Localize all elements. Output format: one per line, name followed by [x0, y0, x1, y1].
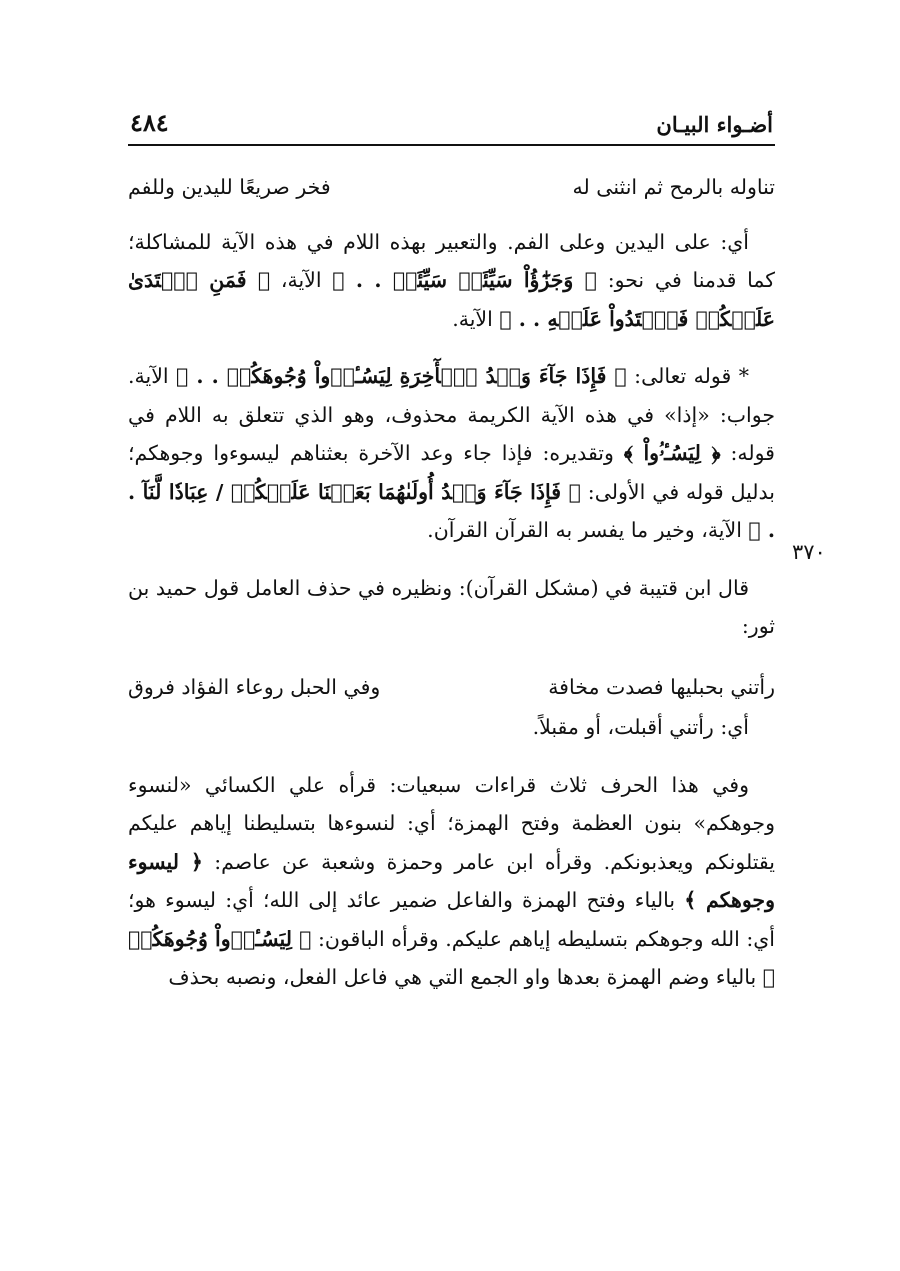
paragraph-1-text-c: الآية. — [452, 306, 500, 331]
verse-1-right-hemistich: تناوله بالرمح ثم انثنى له — [572, 175, 775, 199]
quran-quote-7: ﴿ لِيَسُـٔۥُواْ وُجُوهَكُمۡ ﴾ — [128, 926, 775, 989]
paragraph-3: قال ابن قتيبة في (مشكل القرآن): ونظيره في حذف العامل قول حميد بن ثور: — [128, 575, 775, 638]
page — [128, 100, 775, 997]
quran-quote-6: ﴿ ليسوء وجوهكم ﴾ — [128, 849, 775, 912]
paragraph-4: أي: رأتني أقبلت، أو مقبلاً. — [532, 715, 749, 739]
quran-quote-5: ﴿ فَإِذَا جَآءَ وَعۡدُ أُولَىٰهُمَا بَعَثۡنَا عَلَيۡكُمۡ / عِبَادٗا لَّنَآ . . ﴾ — [128, 479, 775, 542]
quran-quote-3: ﴿ فَإِذَا جَآءَ وَعۡدُ ٱلۡأٓخِرَةِ لِيَسُـٔۥُواْ وُجُوهَكُمۡ . . ﴾ — [176, 364, 627, 388]
page-header — [128, 100, 775, 146]
page-body — [128, 168, 775, 997]
paragraph-2-text-a: * قوله تعالى: — [626, 364, 749, 388]
paragraph-2-text-c: وتقديره: فإذا جاء وعد الآخرة بعثناهم ليسوءوا وجوهكم؛ بدليل قوله في الأولى: — [128, 441, 775, 504]
running-title: أضـواء البيـان — [656, 112, 773, 137]
verse-1-left-hemistich: فخر صريعًا لليدين وللفم — [128, 175, 331, 199]
paragraph-2 — [128, 357, 775, 550]
verse-2-right-hemistich: رأتني بحبليها فصدت مخافة — [548, 674, 775, 699]
paragraph-1 — [128, 223, 775, 339]
margin-reference-number: ٣٧٠ — [792, 540, 826, 564]
paragraph-1-text-b: الآية، — [270, 268, 333, 292]
paragraph-5-text-a: وفي هذا الحرف ثلاث قراءات سبعيات: قرأه علي الكسائي «لنسوء وجوهكم» بنون العظمة وفتح الهمزة؛ أي: لنسوءها بتسليطنا إياهم عليكم يقتلونكم ويعذبونكم. وقرأه ابن عامر وحمزة وشعبة عن عاصم: — [128, 772, 775, 874]
paragraph-2-text-d: الآية، وخير ما يفسر به القرآن القرآن. — [427, 518, 749, 542]
paragraph-5-text-b: بالياء وفتح الهمزة والفاعل ضمير عائد إلى الله؛ أي: ليسوء هو؛ أي: الله وجوهكم بتسليطه إياهم عليكم. وقرأه الباقون: — [128, 888, 775, 951]
poetry-verse-2 — [128, 668, 775, 707]
quran-quote-2: ﴿ فَمَنِ ٱعۡتَدَىٰ عَلَيۡكُمۡ فَٱعۡتَدُواْ عَلَيۡهِ . . ﴾ — [128, 268, 775, 331]
quran-quote-1: ﴿ وَجَزَٰٓؤُاْ سَيِّئَةٖ سَيِّئَةٞ . . ﴾ — [332, 268, 597, 292]
quran-quote-4: ﴿ لِيَسُـٔۥُواْ ﴾ — [623, 441, 721, 465]
paragraph-5-text-c: بالياء وضم الهمزة بعدها واو الجمع التي هي فاعل الفعل، ونصبه بحذف — [168, 965, 763, 989]
poetry-verse-1 — [128, 168, 775, 207]
page-number: ٤٨٤ — [130, 108, 169, 137]
paragraph-2-text-b: الآية. جواب: «إذا» في هذه الآية الكريمة محذوف، وهو الذي تتعلق به اللام في قوله: — [128, 364, 775, 465]
paragraph-1-text-a: أي: على اليدين وعلى الفم. والتعبير بهذه اللام في هذه الآية للمشاكلة؛ كما قدمنا في نحو: — [128, 229, 776, 292]
verse-2-left-hemistich: وفي الحبل روعاء الفؤاد فروق — [128, 674, 381, 699]
paragraph-5 — [128, 766, 775, 997]
